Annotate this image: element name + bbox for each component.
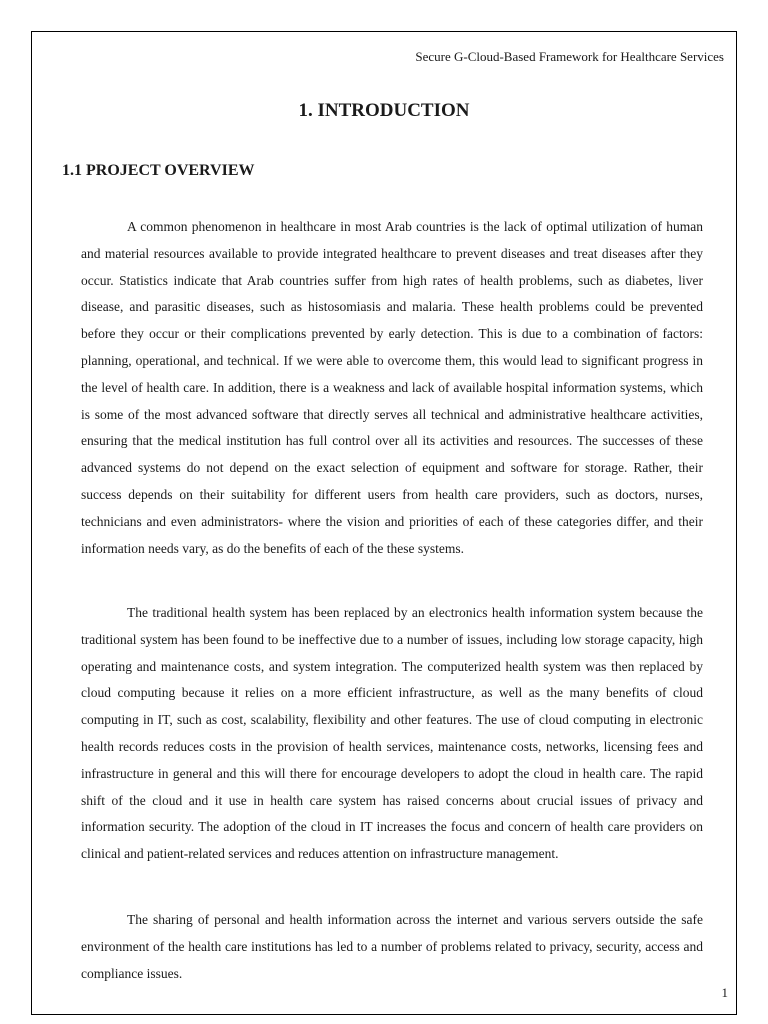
page-number: 1 [721, 985, 728, 1000]
section-title: 1.1 PROJECT OVERVIEW [62, 162, 255, 179]
chapter-title: 1. INTRODUCTION [298, 100, 470, 121]
paragraph-2-text: The traditional health system has been replaced by an electronics health information system because the traditional system has been found to be ineffective due to a number of issues, including low storage capacity, high operating and maintenance costs, and system integration. The computerized health system was then replaced by cloud computing because it relies on a more efficient infrastructure, as well as the many benefits of cloud computing in IT, such as cost, scalability, flexibility and other features. The use of cloud computing in electronic health records reduces costs in the provision of health services, maintenance costs, networks, licensing fees and infrastructure in general and this will there for encourage developers to adopt the cloud in health care. The rapid shift of the cloud and it use in health care system has raised concerns about crucial issues of privacy and information security. The adoption of the cloud in IT increases the focus and concern of health care providers on clinical and patient-related services and reduces attention on infrastructure management. [81, 605, 703, 862]
paragraph-1-text: A common phenomenon in healthcare in most Arab countries is the lack of optimal utilization of human and material resources available to provide integrated healthcare to prevent diseases and treat diseases after they occur. Statistics indicate that Arab countries suffer from high rates of health problems, such as diabetes, liver disease, and parasitic diseases, such as histosomiasis and malaria. These health problems could be prevented before they occur or their complications prevented by early detection. This is due to a combination of factors: planning, operational, and technical. If we were able to overcome them, this would lead to significant progress in the level of health care. In addition, there is a weakness and lack of available hospital information systems, which is some of the most advanced software that directly serves all technical and administrative healthcare activities, ensuring that the medical institution has full control over all its activities and resources. The successes of these advanced systems do not depend on the exact selection of equipment and software for storage. Rather, their success depends on their suitability for different users from health care providers, such as doctors, nurses, technicians and even administrators- where the vision and priorities of each of these categories differ, and their information needs vary, as do the benefits of each of the these systems. [81, 219, 703, 556]
paragraph-1 [81, 214, 703, 562]
paragraph-3 [81, 907, 703, 987]
document-page [31, 31, 737, 1015]
paragraph-2 [81, 600, 703, 868]
running-header: Secure G-Cloud-Based Framework for Healthcare Services [415, 49, 724, 64]
paragraph-3-text: The sharing of personal and health information across the internet and various servers outside the safe environment of the health care institutions has led to a number of problems related to privacy, security, access and compliance issues. [81, 912, 703, 981]
